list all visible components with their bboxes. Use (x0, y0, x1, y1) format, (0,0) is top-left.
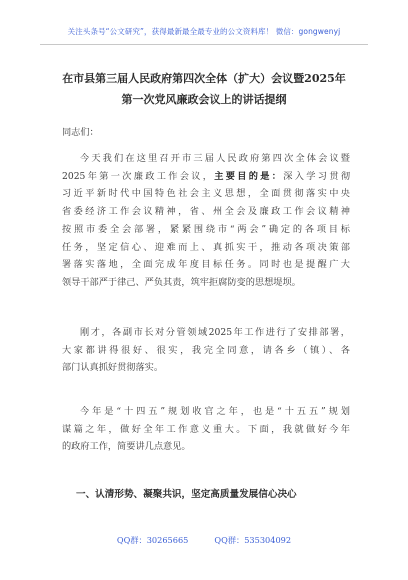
paragraph-2-line: 大家都讲得很好、很实，我完全同意，请各乡（镇）、各 (62, 344, 350, 356)
paragraph-3 (62, 403, 350, 456)
paragraph-1-line: 任务，坚定信心、迎难而上、真抓实干，推动各项决策部 (62, 241, 350, 253)
document-title-line-2: 第一次党风廉政会议上的讲话提纲 (121, 93, 287, 106)
paragraph-1-line: 领导干部严于律己、严负其责，筑牢拒腐防变的思想堤坝。 (62, 276, 301, 288)
paragraph-1-line: 习近平新时代中国特色社会主义思想，全面贯彻落实中央 (62, 188, 350, 200)
paragraph-1-line: 省委经济工作会议精神，省、州全会及廉政工作会议精神 (62, 206, 350, 218)
document-title-line-1: 在市县第三届人民政府第四次全体（扩大）会议暨2025年 (62, 72, 346, 85)
paragraph-3-line: 今年是“十四五”规划收官之年，也是“十五五”规划 (80, 406, 350, 417)
footer-qq-group-2[interactable]: QQ群：535304092 (214, 535, 292, 545)
paragraph-2-line: 部门认真抓好贯彻落实。 (62, 362, 164, 374)
paragraph-1-line: 署落实落地，全面完成年度目标任务。同时也是提醒广大 (62, 259, 350, 271)
paragraph-3-line: 的政府工作，简要讲几点意见。 (62, 441, 191, 453)
header-banner[interactable]: 关注头条号“公文研究”，获得最新最全最专业的公文资料库！ 微信：gongwenyj (67, 27, 341, 36)
footer-qq-group-1[interactable]: QQ群：30265665 (116, 535, 189, 545)
salutation: 同志们： (62, 127, 99, 138)
paragraph-1-text: 2025年第一次廉政工作会议， (62, 170, 215, 182)
paragraph-1-bold-text: 主要目的是： (214, 170, 284, 182)
paragraph-1-line: 今天我们在这里召开市三届人民政府第四次全体会议暨 (80, 153, 350, 164)
paragraph-3-line: 谋篇之年，做好全年工作意义重大。下面，我就做好今年 (62, 423, 350, 435)
paragraph-1-line: 按照市委全会部署，紧紧围绕市“两会”确定的各项目标 (62, 223, 350, 235)
paragraph-2 (62, 324, 350, 377)
section-heading: 一、认清形势、凝聚共识，坚定高质量发展信心决心 (76, 489, 297, 500)
header-divider (40, 44, 368, 45)
paragraph-1-line (62, 168, 350, 186)
paragraph-1 (62, 150, 350, 292)
paragraph-2-line: 刚才，各副市长对分管领域2025年工作进行了安排部署， (80, 327, 350, 338)
paragraph-1-text: 深入学习贯彻 (283, 170, 350, 182)
footer-contact (0, 535, 408, 546)
